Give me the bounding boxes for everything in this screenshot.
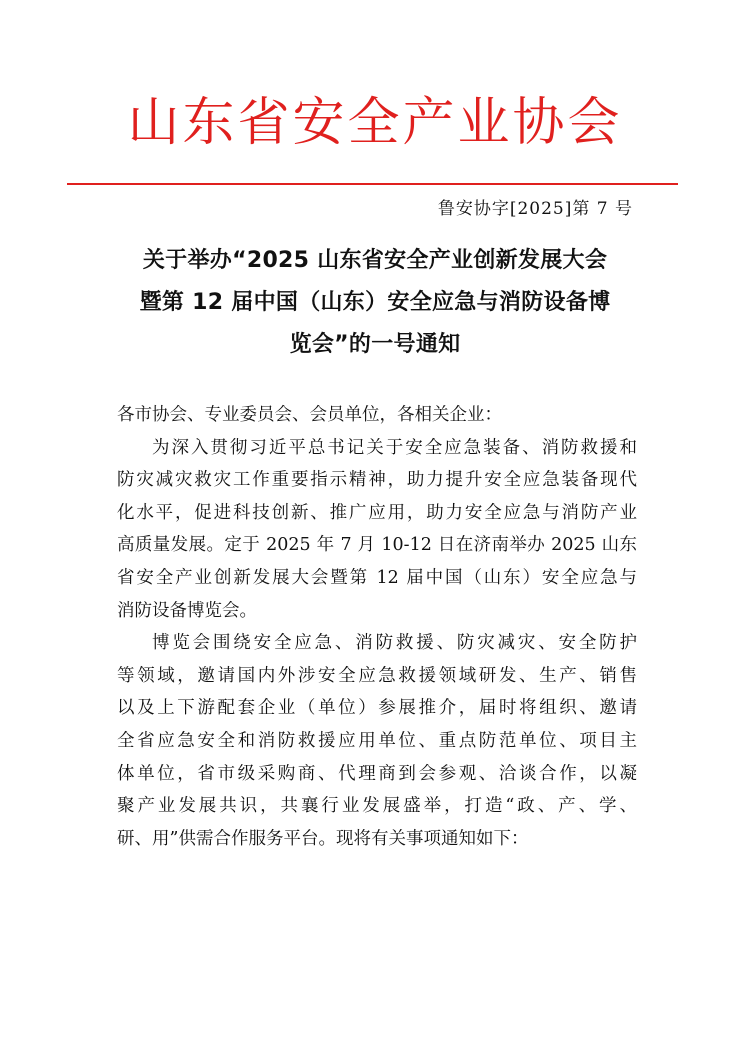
- notice-title-line: 览会”的一号通知: [289, 332, 461, 357]
- paragraph-line: 消防设备博览会。: [117, 600, 257, 621]
- paragraph-line: 研、用”供需合作服务平台。现将有关事项通知如下：: [117, 828, 529, 849]
- paragraph-line: 防灾减灾救灾工作重要指示精神，助力提升安全应急装备现代: [117, 470, 637, 491]
- paragraph-line: 以及上下游配套企业（单位）参展推介，届时将组织、邀请: [117, 698, 637, 719]
- paragraph-line: 体单位，省市级采购商、代理商到会参观、洽谈合作，以凝: [117, 763, 637, 784]
- paragraph-line: 化水平，促进科技创新、推广应用，助力安全应急与消防产业: [117, 502, 637, 523]
- paragraph-line: 为深入贯彻习近平总书记关于安全应急装备、消防救援和: [152, 437, 637, 458]
- letterhead-red-rule: [67, 183, 678, 185]
- salutation: 各市协会、专业委员会、会员单位，各相关企业：: [117, 405, 502, 425]
- paragraph-line: 全省应急安全和消防救援应用单位、重点防范单位、项目主: [117, 730, 637, 751]
- notice-title-line: 关于举办“2025 山东省安全产业创新发展大会: [142, 248, 608, 273]
- org-letterhead-title: 山东省安全产业协会: [127, 93, 623, 153]
- notice-title-line: 暨第 12 届中国（山东）安全应急与消防设备博: [139, 290, 611, 315]
- paragraph-line: 省安全产业创新发展大会暨第 12 届中国（山东）安全应急与: [117, 567, 637, 588]
- paragraph-scope: [117, 627, 637, 855]
- notice-title: [100, 240, 650, 366]
- paragraph-line: 博览会围绕安全应急、消防救援、防灾减灾、安全防护: [152, 633, 637, 654]
- notice-body: [117, 399, 637, 855]
- paragraph-line: 聚产业发展共识，共襄行业发展盛举，打造“政、产、学、: [117, 796, 637, 817]
- paragraph-purpose: [117, 432, 637, 628]
- paragraph-line: 等领域，邀请国内外涉安全应急救援领域研发、生产、销售: [117, 665, 637, 686]
- paragraph-line: 高质量发展。定于 2025 年 7 月 10-12 日在济南举办 2025 山东: [117, 535, 637, 556]
- document-number: 鲁安协字[2025]第 7 号: [437, 199, 633, 219]
